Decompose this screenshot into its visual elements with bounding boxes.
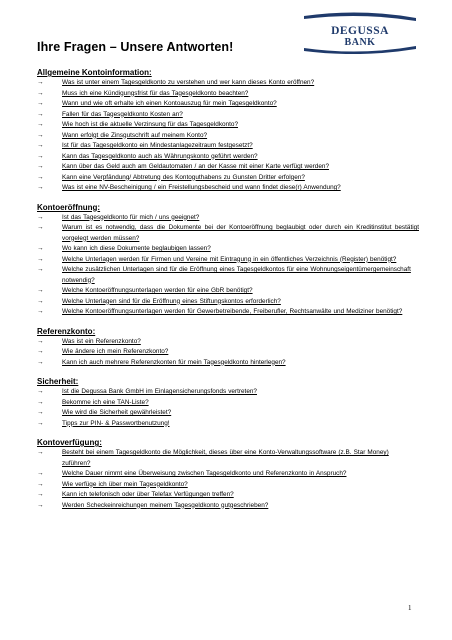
faq-question-link[interactable]: Kann über das Geld auch am Geldautomaten / an der Kasse mit einer Karte verfügt werden? — [62, 163, 330, 170]
faq-question-link[interactable]: Wie hoch ist die aktuelle Verzinsung für das Tagesgeldkonto? — [62, 121, 239, 128]
arrow-right-icon: → — [37, 163, 44, 170]
faq-question-link[interactable]: Wie verfüge ich über mein Tagesgeldkonto? — [62, 480, 188, 488]
faq-item — [37, 213, 419, 224]
faq-question-link[interactable]: Bekomme ich eine TAN-Liste? — [62, 398, 149, 406]
faq-item — [37, 183, 419, 194]
faq-item — [37, 347, 419, 358]
faq-item — [37, 448, 419, 469]
arrow-right-icon: → — [37, 110, 44, 118]
arrow-right-icon: → — [37, 142, 44, 149]
faq-question-link[interactable]: Wann und wie oft erhalte ich einen Kontoauszug für mein Tagesgeldkonto? — [62, 100, 277, 107]
faq-item — [37, 255, 419, 266]
faq-question-link[interactable]: Wie ändere ich mein Referenzkonto? — [62, 348, 169, 355]
arrow-right-icon: → — [37, 224, 44, 231]
faq-question-link[interactable]: Wo kann ich diese Dokumente beglaubigen lassen? — [62, 245, 211, 252]
arrow-right-icon: → — [37, 398, 44, 406]
arrow-right-icon: → — [37, 79, 44, 86]
faq-question-link[interactable]: Ist für das Tagesgeldkonto ein Mindestanlagezeitraum festgesetzt? — [62, 142, 253, 149]
faq-item — [37, 307, 419, 318]
section-heading: Kontoeröffnung: — [37, 202, 101, 212]
section-heading: Allgemeine Kontoinformation: — [37, 68, 152, 77]
faq-item — [37, 490, 419, 501]
arrow-right-icon: → — [37, 388, 44, 395]
arrow-right-icon: → — [37, 470, 44, 477]
faq-item — [37, 408, 419, 419]
faq-section — [37, 377, 419, 429]
faq-item — [37, 78, 419, 89]
arrow-right-icon: → — [37, 348, 44, 355]
arrow-right-icon: → — [37, 337, 44, 345]
faq-item — [37, 358, 419, 369]
faq-item — [37, 120, 419, 131]
faq-item — [37, 286, 419, 297]
arrow-right-icon: → — [37, 287, 44, 294]
faq-item — [37, 480, 419, 491]
faq-question-link[interactable]: Ist die Degussa Bank GmbH im Einlagensicherungsfonds vertreten? — [62, 388, 257, 395]
page-title: Ihre Fragen – Unsere Antworten! — [37, 40, 234, 54]
faq-item — [37, 162, 419, 173]
faq-question-link[interactable]: Werden Scheckeinreichungen meinem Tagesgeldkonto gutgeschrieben? — [62, 501, 269, 509]
faq-question-link[interactable]: Was ist ein Referenzkonto? — [62, 337, 141, 345]
faq-question-link[interactable]: Kann ich telefonisch oder über Telefax Verfügungen treffen? — [62, 491, 234, 498]
faq-question-link[interactable]: Wie wird die Sicherheit gewährleistet? — [62, 409, 172, 416]
arrow-right-icon: → — [37, 100, 44, 107]
faq-item — [37, 131, 419, 142]
faq-question-link[interactable]: Besteht bei einem Tagesgeldkonto die Möglichkeit, dieses über eine Konto-Verwaltungssoftware (z.B. Star Money) zuführen? — [62, 449, 389, 467]
faq-question-link[interactable]: Welche Unterlagen werden für Firmen und Vereine mit Eintragung in ein öffentliches Verzeichnis (Register) benötigt? — [62, 255, 397, 263]
faq-question-link[interactable]: Kann ich auch mehrere Referenzkonten für mein Tagesgeldkonto hinterlegen? — [62, 358, 286, 366]
faq-question-link[interactable]: Welche zusätzlichen Unterlagen sind für die Eröffnung eines Tagesgeldkontos für eine Wohnungseigentümergemeinschaft notwendig? — [62, 266, 411, 284]
faq-item — [37, 110, 419, 121]
arrow-right-icon: → — [37, 419, 44, 427]
faq-item — [37, 398, 419, 409]
faq-question-link[interactable]: Kann eine Verpfändung/ Abtretung des Kontoguthabens zu Gunsten Dritter erfolgen? — [62, 173, 305, 181]
faq-question-link[interactable]: Ist das Tagesgeldkonto für mich / uns geeignet? — [62, 213, 200, 221]
section-heading: Referenzkonto: — [37, 326, 96, 336]
section-heading: Kontoverfügung: — [37, 438, 102, 447]
arrow-right-icon: → — [37, 358, 44, 366]
faq-question-link[interactable]: Welche Kontoeröffnungsunterlagen werden für Gewerbetreibende, Freiberufler, Rechtsanwälte und Mediziner benötigt? — [62, 308, 403, 315]
faq-question-link[interactable]: Welche Unterlagen sind für die Eröffnung eines Stiftungskontos erforderlich? — [62, 297, 281, 305]
arrow-right-icon: → — [37, 409, 44, 416]
arrow-right-icon: → — [37, 245, 44, 252]
arrow-right-icon: → — [37, 255, 44, 263]
faq-section — [37, 203, 419, 318]
logo-swoosh-top — [304, 12, 416, 21]
faq-question-link[interactable]: Fallen für das Tagesgeldkonto Kosten an? — [62, 110, 183, 118]
page-number: 1 — [408, 604, 412, 612]
arrow-right-icon: → — [37, 501, 44, 509]
faq-question-link[interactable]: Wann erfolgt die Zinsgutschrift auf meinem Konto? — [62, 131, 208, 139]
faq-item — [37, 297, 419, 308]
faq-item — [37, 99, 419, 110]
arrow-right-icon: → — [37, 297, 44, 305]
faq-item — [37, 152, 419, 163]
arrow-right-icon: → — [37, 308, 44, 315]
faq-item — [37, 387, 419, 398]
faq-question-link[interactable]: Was ist unter einem Tagesgeldkonto zu verstehen und wer kann dieses Konto eröffnen? — [62, 79, 315, 86]
faq-item — [37, 265, 419, 286]
faq-item — [37, 419, 419, 430]
faq-content — [37, 68, 419, 520]
degussa-bank-logo — [300, 10, 420, 54]
arrow-right-icon: → — [37, 173, 44, 181]
arrow-right-icon: → — [37, 491, 44, 498]
faq-item — [37, 501, 419, 512]
faq-item — [37, 89, 419, 100]
faq-question-link[interactable]: Was ist eine NV-Bescheinigung / ein Freistellungsbescheid und wann findet diese(r) Anwendung? — [62, 184, 341, 191]
section-heading: Sicherheit: — [37, 377, 79, 386]
logo-line2: BANK — [344, 37, 376, 48]
faq-section — [37, 438, 419, 511]
faq-question-link[interactable]: Warum ist es notwendig, dass die Dokumente bei der Kontoeröffnung beglaubigt oder durch ein Kreditinstitut bestätigt vorgelegt werden müssen? — [62, 224, 419, 242]
faq-item — [37, 244, 419, 255]
logo-line1: DEGUSSA — [331, 25, 389, 37]
arrow-right-icon: → — [37, 266, 44, 273]
faq-question-link[interactable]: Tipps zur PIN- & Passwortbenutzung! — [62, 419, 170, 427]
faq-item — [37, 173, 419, 184]
faq-question-link[interactable]: Welche Dauer nimmt eine Überweisung zwischen Tagesgeldkonto und Referenzkonto in Anspruch? — [62, 470, 347, 477]
arrow-right-icon: → — [37, 152, 44, 160]
faq-question-link[interactable]: Welche Kontoeröffnungsunterlagen werden für eine GbR benötigt? — [62, 287, 253, 294]
arrow-right-icon: → — [37, 184, 44, 191]
arrow-right-icon: → — [37, 213, 44, 221]
faq-item — [37, 337, 419, 348]
arrow-right-icon: → — [37, 131, 44, 139]
faq-section — [37, 327, 419, 369]
faq-item — [37, 141, 419, 152]
faq-item — [37, 469, 419, 480]
arrow-right-icon: → — [37, 480, 44, 488]
arrow-right-icon: → — [37, 89, 44, 97]
faq-item — [37, 223, 419, 244]
faq-question-link[interactable]: Muss ich eine Kündigungsfrist für das Tagesgeldkonto beachten? — [62, 89, 249, 97]
faq-section — [37, 68, 419, 194]
arrow-right-icon: → — [37, 449, 44, 456]
arrow-right-icon: → — [37, 121, 44, 128]
faq-question-link[interactable]: Kann das Tagesgeldkonto auch als Währungskonto geführt werden? — [62, 152, 258, 160]
